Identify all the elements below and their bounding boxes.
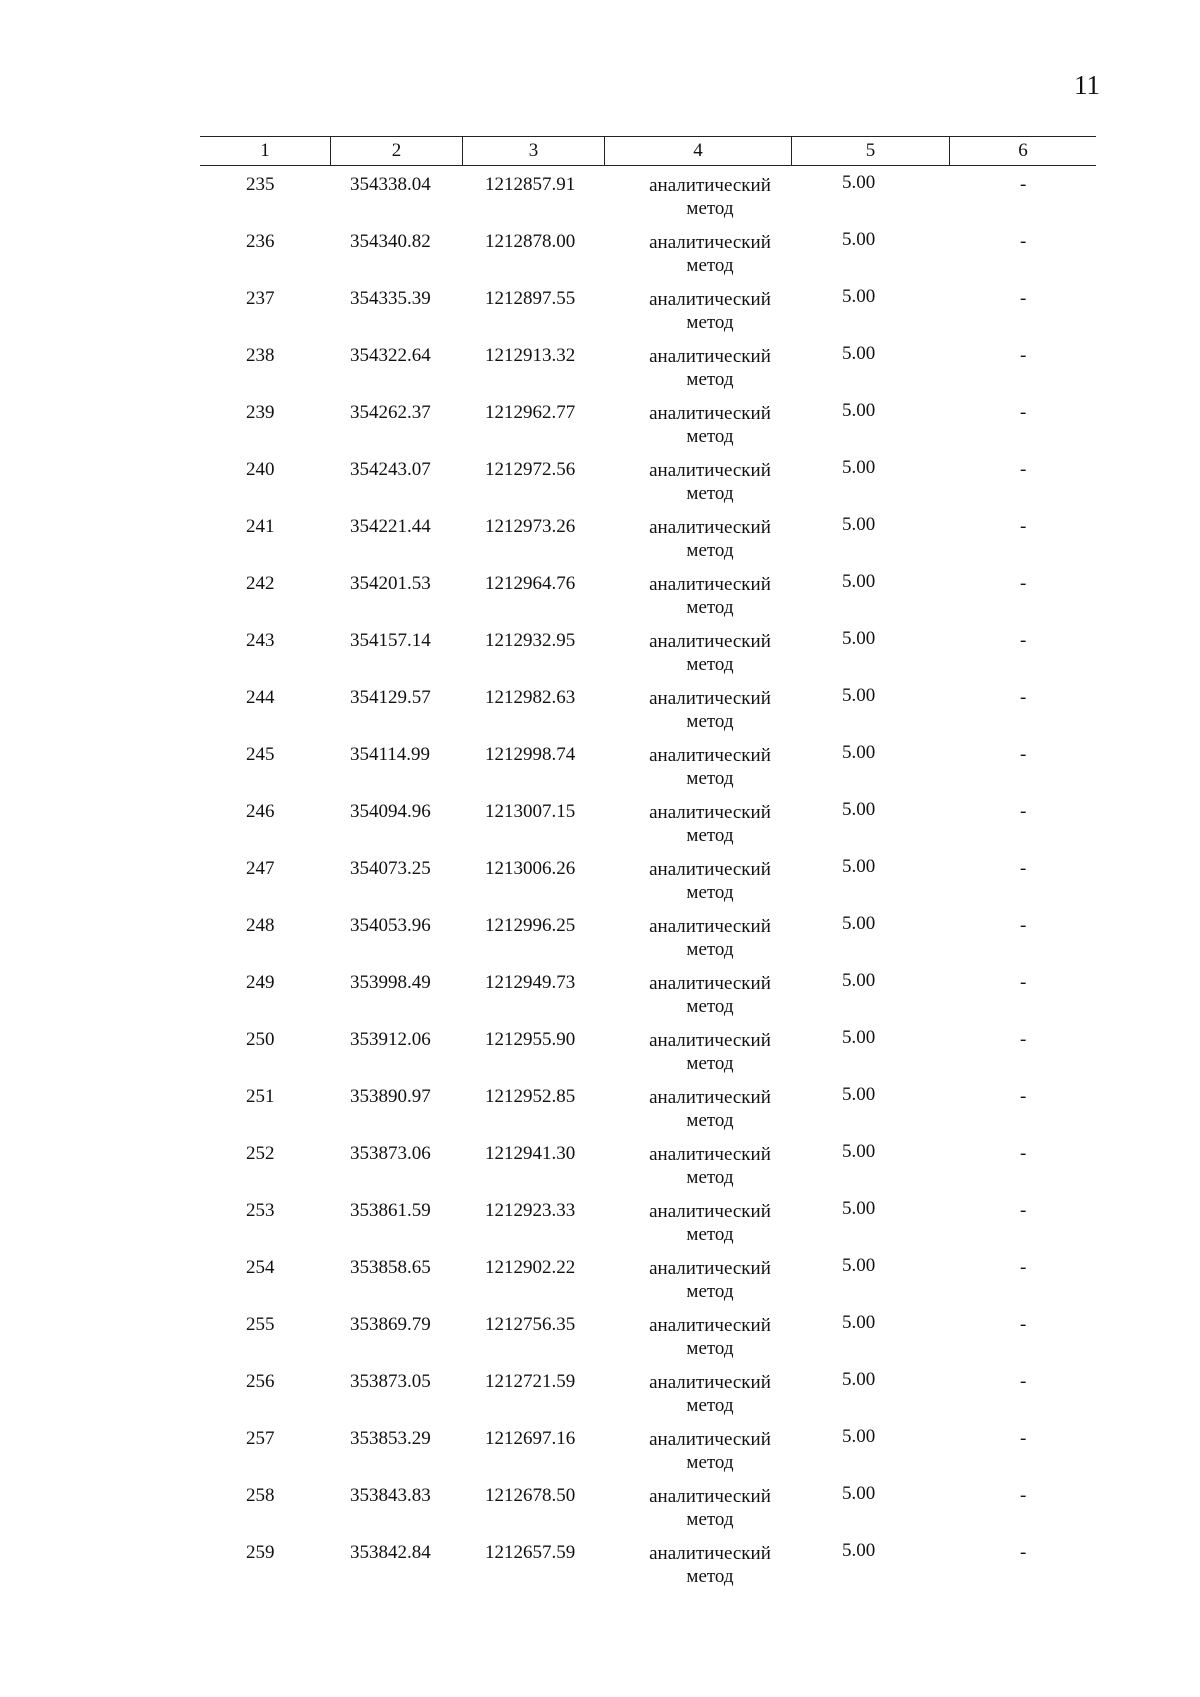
- accuracy-value: 5.00: [842, 457, 876, 478]
- coord-y: 1213006.26: [485, 858, 576, 879]
- determination-method: [635, 915, 785, 961]
- header-col-1: 1: [200, 137, 331, 165]
- coord-y: 1212913.32: [485, 345, 576, 366]
- coord-y: 1212756.35: [485, 1314, 576, 1335]
- method-line-1: аналитический: [649, 802, 771, 823]
- coord-y: 1212657.59: [485, 1542, 576, 1563]
- note-dash: -: [1020, 1371, 1027, 1392]
- accuracy-value: 5.00: [842, 1483, 876, 1504]
- method-line-2: метод: [686, 426, 734, 447]
- method-line-2: метод: [686, 369, 734, 390]
- determination-method: [635, 1485, 785, 1531]
- note-dash: -: [1020, 972, 1027, 993]
- table-row: [200, 231, 1096, 288]
- table-row: [200, 1143, 1096, 1200]
- coord-y: 1212721.59: [485, 1371, 576, 1392]
- row-number: 246: [246, 801, 275, 822]
- method-line-2: метод: [686, 768, 734, 789]
- coord-x: 353861.59: [350, 1200, 431, 1221]
- table-row: [200, 1086, 1096, 1143]
- table-row: [200, 174, 1096, 231]
- row-number: 258: [246, 1485, 275, 1506]
- row-number: 256: [246, 1371, 275, 1392]
- coord-y: 1212962.77: [485, 402, 576, 423]
- row-number: 236: [246, 231, 275, 252]
- accuracy-value: 5.00: [842, 1027, 876, 1048]
- coord-y: 1212955.90: [485, 1029, 576, 1050]
- table-row: [200, 573, 1096, 630]
- method-line-2: метод: [686, 1566, 734, 1587]
- determination-method: [635, 402, 785, 448]
- method-line-1: аналитический: [649, 1315, 771, 1336]
- note-dash: -: [1020, 1257, 1027, 1278]
- note-dash: -: [1020, 687, 1027, 708]
- accuracy-value: 5.00: [842, 1312, 876, 1333]
- determination-method: [635, 345, 785, 391]
- coord-x: 354201.53: [350, 573, 431, 594]
- table-row: [200, 1257, 1096, 1314]
- header-col-4: 4: [605, 137, 792, 165]
- table-body: [200, 174, 1096, 1599]
- accuracy-value: 5.00: [842, 229, 876, 250]
- table-row: [200, 858, 1096, 915]
- coord-x: 354221.44: [350, 516, 431, 537]
- determination-method: [635, 174, 785, 220]
- method-line-1: аналитический: [649, 1030, 771, 1051]
- coord-x: 354322.64: [350, 345, 431, 366]
- method-line-1: аналитический: [649, 574, 771, 595]
- method-line-1: аналитический: [649, 460, 771, 481]
- coord-x: 354243.07: [350, 459, 431, 480]
- row-number: 240: [246, 459, 275, 480]
- determination-method: [635, 801, 785, 847]
- note-dash: -: [1020, 1200, 1027, 1221]
- accuracy-value: 5.00: [842, 970, 876, 991]
- determination-method: [635, 1086, 785, 1132]
- table-row: [200, 1314, 1096, 1371]
- row-number: 247: [246, 858, 275, 879]
- note-dash: -: [1020, 231, 1027, 252]
- table-row: [200, 1371, 1096, 1428]
- coord-x: 353873.05: [350, 1371, 431, 1392]
- coord-y: 1212973.26: [485, 516, 576, 537]
- accuracy-value: 5.00: [842, 400, 876, 421]
- method-line-1: аналитический: [649, 1429, 771, 1450]
- coord-x: 354335.39: [350, 288, 431, 309]
- method-line-1: аналитический: [649, 346, 771, 367]
- coord-x: 354340.82: [350, 231, 431, 252]
- note-dash: -: [1020, 402, 1027, 423]
- coord-y: 1212972.56: [485, 459, 576, 480]
- row-number: 238: [246, 345, 275, 366]
- row-number: 250: [246, 1029, 275, 1050]
- accuracy-value: 5.00: [842, 286, 876, 307]
- method-line-1: аналитический: [649, 1087, 771, 1108]
- accuracy-value: 5.00: [842, 913, 876, 934]
- coord-y: 1212952.85: [485, 1086, 576, 1107]
- method-line-1: аналитический: [649, 745, 771, 766]
- coord-x: 354073.25: [350, 858, 431, 879]
- accuracy-value: 5.00: [842, 1084, 876, 1105]
- note-dash: -: [1020, 459, 1027, 480]
- note-dash: -: [1020, 1542, 1027, 1563]
- method-line-2: метод: [686, 939, 734, 960]
- table-row: [200, 687, 1096, 744]
- table-row: [200, 744, 1096, 801]
- method-line-1: аналитический: [649, 517, 771, 538]
- table-row: [200, 801, 1096, 858]
- coord-x: 353853.29: [350, 1428, 431, 1449]
- row-number: 254: [246, 1257, 275, 1278]
- coord-y: 1212949.73: [485, 972, 576, 993]
- row-number: 252: [246, 1143, 275, 1164]
- coord-y: 1212998.74: [485, 744, 576, 765]
- note-dash: -: [1020, 630, 1027, 651]
- method-line-1: аналитический: [649, 1201, 771, 1222]
- coord-y: 1212923.33: [485, 1200, 576, 1221]
- row-number: 239: [246, 402, 275, 423]
- header-col-3: 3: [463, 137, 605, 165]
- accuracy-value: 5.00: [842, 799, 876, 820]
- method-line-2: метод: [686, 1281, 734, 1302]
- determination-method: [635, 1542, 785, 1588]
- determination-method: [635, 744, 785, 790]
- table-row: [200, 402, 1096, 459]
- coord-y: 1213007.15: [485, 801, 576, 822]
- coord-y: 1212697.16: [485, 1428, 576, 1449]
- determination-method: [635, 1428, 785, 1474]
- note-dash: -: [1020, 858, 1027, 879]
- method-line-1: аналитический: [649, 289, 771, 310]
- header-col-5: 5: [792, 137, 950, 165]
- method-line-1: аналитический: [649, 403, 771, 424]
- accuracy-value: 5.00: [842, 856, 876, 877]
- determination-method: [635, 1200, 785, 1246]
- method-line-1: аналитический: [649, 175, 771, 196]
- method-line-1: аналитический: [649, 973, 771, 994]
- note-dash: -: [1020, 915, 1027, 936]
- determination-method: [635, 573, 785, 619]
- determination-method: [635, 630, 785, 676]
- row-number: 248: [246, 915, 275, 936]
- accuracy-value: 5.00: [842, 571, 876, 592]
- header-col-6: 6: [1018, 140, 1028, 161]
- note-dash: -: [1020, 288, 1027, 309]
- note-dash: -: [1020, 744, 1027, 765]
- table-row: [200, 1200, 1096, 1257]
- coord-x: 354129.57: [350, 687, 431, 708]
- note-dash: -: [1020, 1086, 1027, 1107]
- accuracy-value: 5.00: [842, 628, 876, 649]
- table-row: [200, 1542, 1096, 1599]
- coord-x: 353842.84: [350, 1542, 431, 1563]
- row-number: 242: [246, 573, 275, 594]
- coord-y: 1212897.55: [485, 288, 576, 309]
- note-dash: -: [1020, 345, 1027, 366]
- table-row: [200, 1428, 1096, 1485]
- method-line-2: метод: [686, 1452, 734, 1473]
- determination-method: [635, 687, 785, 733]
- determination-method: [635, 459, 785, 505]
- accuracy-value: 5.00: [842, 1426, 876, 1447]
- method-line-2: метод: [686, 996, 734, 1017]
- method-line-2: метод: [686, 882, 734, 903]
- accuracy-value: 5.00: [842, 1369, 876, 1390]
- row-number: 249: [246, 972, 275, 993]
- method-line-2: метод: [686, 1224, 734, 1245]
- method-line-2: метод: [686, 597, 734, 618]
- row-number: 244: [246, 687, 275, 708]
- header-col-2: 2: [331, 137, 463, 165]
- table-row: [200, 1485, 1096, 1542]
- coord-x: 354262.37: [350, 402, 431, 423]
- coord-x: 354053.96: [350, 915, 431, 936]
- coord-x: 353890.97: [350, 1086, 431, 1107]
- accuracy-value: 5.00: [842, 172, 876, 193]
- method-line-2: метод: [686, 1167, 734, 1188]
- row-number: 257: [246, 1428, 275, 1449]
- method-line-1: аналитический: [649, 1144, 771, 1165]
- coord-x: 353858.65: [350, 1257, 431, 1278]
- accuracy-value: 5.00: [842, 1540, 876, 1561]
- row-number: 253: [246, 1200, 275, 1221]
- method-line-1: аналитический: [649, 232, 771, 253]
- method-line-2: метод: [686, 1053, 734, 1074]
- note-dash: -: [1020, 1314, 1027, 1335]
- method-line-1: аналитический: [649, 1543, 771, 1564]
- coord-y: 1212902.22: [485, 1257, 576, 1278]
- determination-method: [635, 1371, 785, 1417]
- method-line-1: аналитический: [649, 1372, 771, 1393]
- coord-x: 353873.06: [350, 1143, 431, 1164]
- coord-y: 1212964.76: [485, 573, 576, 594]
- row-number: 241: [246, 516, 275, 537]
- coord-x: 353998.49: [350, 972, 431, 993]
- determination-method: [635, 231, 785, 277]
- table-row: [200, 1029, 1096, 1086]
- table-row: [200, 630, 1096, 687]
- note-dash: -: [1020, 1428, 1027, 1449]
- method-line-2: метод: [686, 1338, 734, 1359]
- determination-method: [635, 858, 785, 904]
- determination-method: [635, 972, 785, 1018]
- row-number: 255: [246, 1314, 275, 1335]
- coord-x: 353912.06: [350, 1029, 431, 1050]
- method-line-1: аналитический: [649, 688, 771, 709]
- coordinates-table: [200, 136, 1096, 1599]
- coord-x: 354157.14: [350, 630, 431, 651]
- note-dash: -: [1020, 801, 1027, 822]
- method-line-2: метод: [686, 654, 734, 675]
- coord-y: 1212878.00: [485, 231, 576, 252]
- determination-method: [635, 1314, 785, 1360]
- row-number: 245: [246, 744, 275, 765]
- note-dash: -: [1020, 1029, 1027, 1050]
- method-line-1: аналитический: [649, 859, 771, 880]
- method-line-1: аналитический: [649, 916, 771, 937]
- coord-y: 1212996.25: [485, 915, 576, 936]
- method-line-2: метод: [686, 255, 734, 276]
- coord-x: 353869.79: [350, 1314, 431, 1335]
- note-dash: -: [1020, 1485, 1027, 1506]
- accuracy-value: 5.00: [842, 742, 876, 763]
- row-number: 259: [246, 1542, 275, 1563]
- accuracy-value: 5.00: [842, 1198, 876, 1219]
- table-row: [200, 516, 1096, 573]
- determination-method: [635, 1143, 785, 1189]
- row-number: 251: [246, 1086, 275, 1107]
- accuracy-value: 5.00: [842, 685, 876, 706]
- table-row: [200, 345, 1096, 402]
- table-header: [200, 136, 1096, 166]
- table-row: [200, 288, 1096, 345]
- note-dash: -: [1020, 174, 1027, 195]
- determination-method: [635, 516, 785, 562]
- method-line-1: аналитический: [649, 1486, 771, 1507]
- coord-y: 1212941.30: [485, 1143, 576, 1164]
- coord-y: 1212857.91: [485, 174, 576, 195]
- note-dash: -: [1020, 516, 1027, 537]
- row-number: 243: [246, 630, 275, 651]
- coord-x: 354338.04: [350, 174, 431, 195]
- method-line-2: метод: [686, 1110, 734, 1131]
- page-number: 11: [1074, 70, 1100, 100]
- determination-method: [635, 288, 785, 334]
- method-line-2: метод: [686, 825, 734, 846]
- method-line-2: метод: [686, 540, 734, 561]
- row-number: 235: [246, 174, 275, 195]
- method-line-2: метод: [686, 312, 734, 333]
- accuracy-value: 5.00: [842, 1141, 876, 1162]
- coord-x: 353843.83: [350, 1485, 431, 1506]
- coord-x: 354094.96: [350, 801, 431, 822]
- method-line-2: метод: [686, 198, 734, 219]
- note-dash: -: [1020, 1143, 1027, 1164]
- table-row: [200, 915, 1096, 972]
- accuracy-value: 5.00: [842, 514, 876, 535]
- coord-y: 1212982.63: [485, 687, 576, 708]
- method-line-2: метод: [686, 711, 734, 732]
- method-line-2: метод: [686, 483, 734, 504]
- table-row: [200, 972, 1096, 1029]
- note-dash: -: [1020, 573, 1027, 594]
- coord-y: 1212678.50: [485, 1485, 576, 1506]
- accuracy-value: 5.00: [842, 343, 876, 364]
- method-line-2: метод: [686, 1509, 734, 1530]
- table-row: [200, 459, 1096, 516]
- method-line-1: аналитический: [649, 631, 771, 652]
- accuracy-value: 5.00: [842, 1255, 876, 1276]
- row-number: 237: [246, 288, 275, 309]
- method-line-2: метод: [686, 1395, 734, 1416]
- coord-y: 1212932.95: [485, 630, 576, 651]
- method-line-1: аналитический: [649, 1258, 771, 1279]
- determination-method: [635, 1257, 785, 1303]
- coord-x: 354114.99: [350, 744, 431, 765]
- determination-method: [635, 1029, 785, 1075]
